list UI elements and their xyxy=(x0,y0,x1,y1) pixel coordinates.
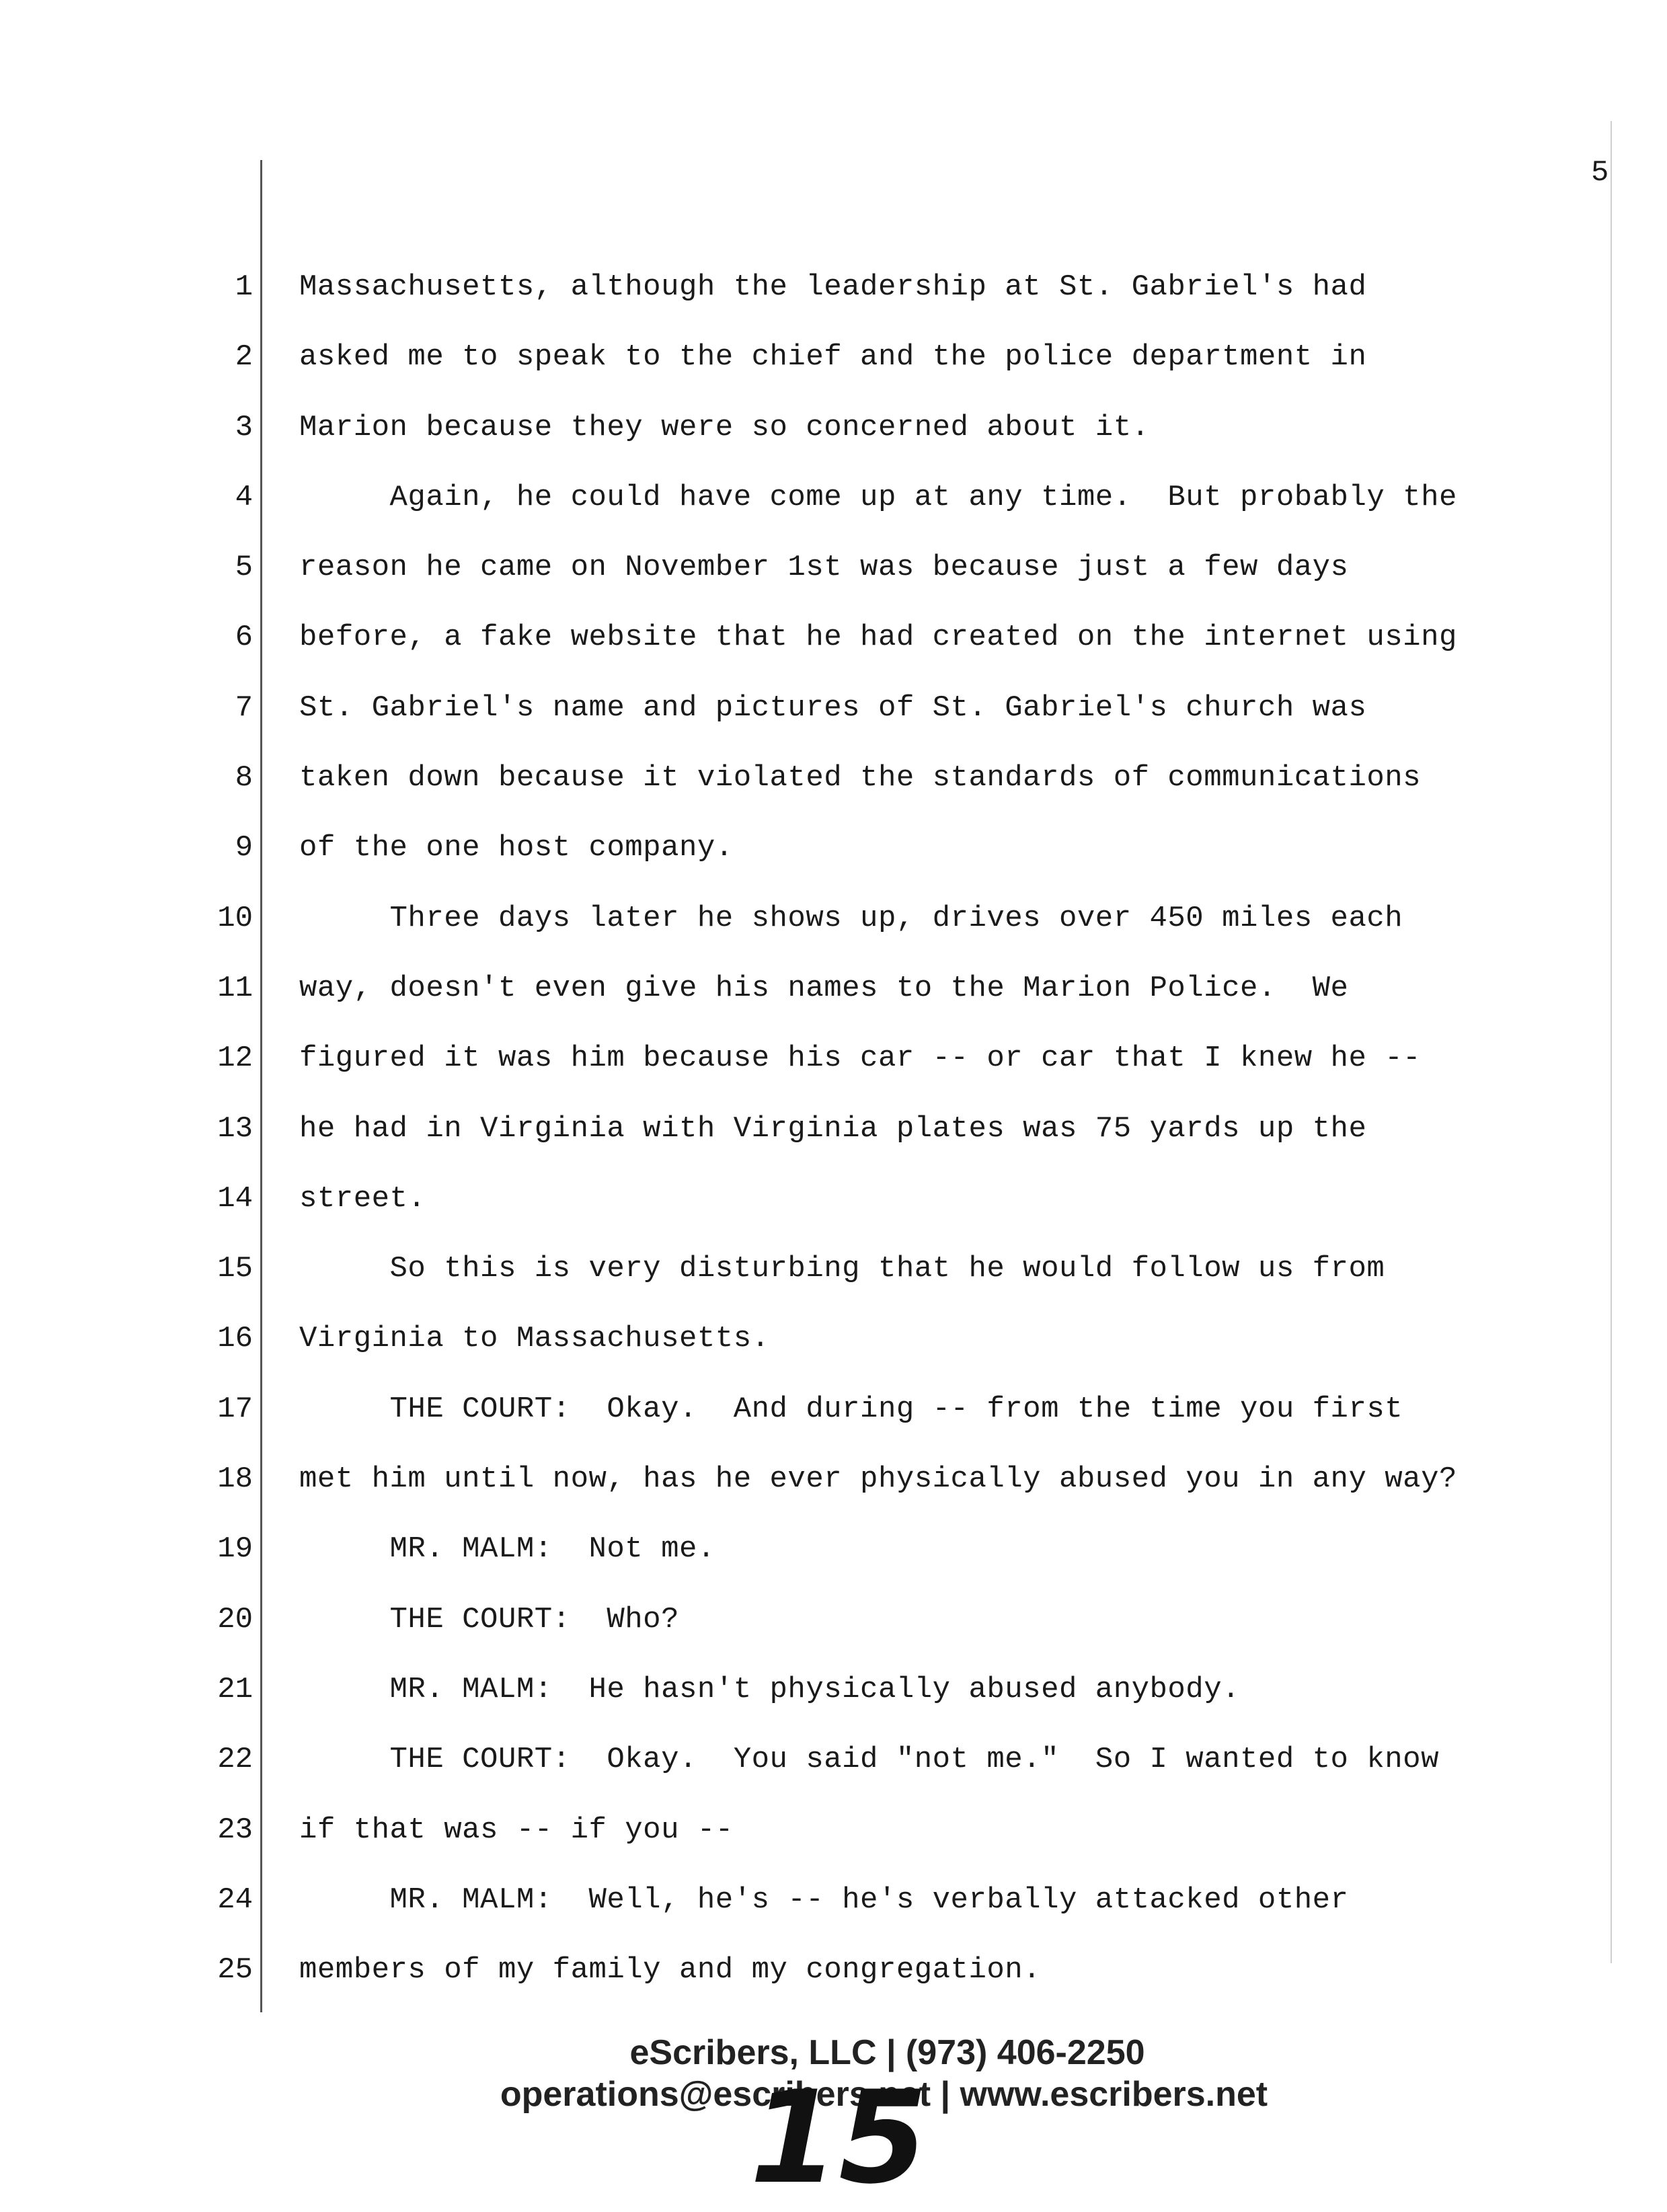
transcript-line xyxy=(0,333,1667,403)
transcript-line xyxy=(0,1386,1667,1456)
line-number: 20 xyxy=(217,1602,253,1636)
transcript-line xyxy=(0,1105,1667,1175)
transcript-line xyxy=(0,1526,1667,1595)
transcript-line xyxy=(0,895,1667,965)
line-text: Massachusetts, although the leadership at St. Gabriel's had xyxy=(299,270,1367,304)
transcript-line xyxy=(0,1245,1667,1315)
line-number: 18 xyxy=(217,1462,253,1497)
line-text: he had in Virginia with Virginia plates was 75 yards up the xyxy=(299,1111,1367,1146)
line-number: 25 xyxy=(217,1953,253,1987)
line-number: 16 xyxy=(217,1322,253,1356)
line-number: 5 xyxy=(235,551,253,585)
line-text: street. xyxy=(299,1181,426,1216)
line-text: MR. MALM: Well, he's -- he's verbally attacked other xyxy=(299,1883,1349,1917)
transcript-line xyxy=(0,1456,1667,1526)
line-text: MR. MALM: He hasn't physically abused anybody. xyxy=(299,1672,1241,1706)
transcript-line xyxy=(0,1035,1667,1105)
line-text: St. Gabriel's name and pictures of St. Gabriel's church was xyxy=(299,690,1367,725)
line-number: 3 xyxy=(235,410,253,444)
transcript-line xyxy=(0,1175,1667,1245)
line-number: 11 xyxy=(217,971,253,1005)
transcript-line xyxy=(0,965,1667,1035)
line-number: 19 xyxy=(217,1532,253,1567)
line-text: THE COURT: Who? xyxy=(299,1602,679,1636)
transcript-line xyxy=(0,1946,1667,2016)
line-number: 22 xyxy=(217,1743,253,1777)
transcript-body xyxy=(0,264,1667,2016)
line-text: Again, he could have come up at any time. But probably the xyxy=(299,480,1457,514)
transcript-line xyxy=(0,684,1667,754)
transcript-line xyxy=(0,614,1667,684)
transcript-line xyxy=(0,1736,1667,1806)
transcript-line xyxy=(0,754,1667,824)
line-number: 2 xyxy=(235,340,253,374)
footer-company-phone: eScribers, LLC | (973) 406-2250 xyxy=(629,2033,1145,2072)
transcript-line xyxy=(0,1596,1667,1666)
line-text: way, doesn't even give his names to the Marion Police. We xyxy=(299,971,1349,1005)
line-text: MR. MALM: Not me. xyxy=(299,1532,715,1567)
transcript-line xyxy=(0,264,1667,333)
transcript-line xyxy=(0,824,1667,894)
line-text: met him until now, has he ever physically abused you in any way? xyxy=(299,1462,1457,1497)
line-number: 1 xyxy=(235,270,253,304)
transcript-line xyxy=(0,1315,1667,1385)
line-text: if that was -- if you -- xyxy=(299,1813,734,1847)
transcript-line xyxy=(0,544,1667,614)
line-number: 4 xyxy=(235,480,253,514)
line-number: 15 xyxy=(217,1252,253,1286)
line-text: of the one host company. xyxy=(299,831,734,865)
line-number: 17 xyxy=(217,1392,253,1426)
transcript-line xyxy=(0,1807,1667,1877)
line-number: 12 xyxy=(217,1041,253,1076)
line-text: figured it was him because his car -- or car that I knew he -- xyxy=(299,1041,1422,1076)
line-number: 13 xyxy=(217,1111,253,1146)
line-number: 23 xyxy=(217,1813,253,1847)
line-number: 7 xyxy=(235,690,253,725)
line-text: Virginia to Massachusetts. xyxy=(299,1322,770,1356)
line-text: taken down because it violated the standards of communications xyxy=(299,761,1422,795)
transcript-line xyxy=(0,1877,1667,1946)
line-text: So this is very disturbing that he would follow us from xyxy=(299,1252,1385,1286)
line-number: 14 xyxy=(217,1181,253,1216)
line-text: Marion because they were so concerned about it. xyxy=(299,410,1150,444)
line-number: 24 xyxy=(217,1883,253,1917)
transcript-line xyxy=(0,1666,1667,1736)
footer-email-website: operations@escribers.net | www.escribers.net xyxy=(500,2075,1268,2114)
line-text: THE COURT: Okay. And during -- from the time you first xyxy=(299,1392,1403,1426)
line-text: Three days later he shows up, drives over 450 miles each xyxy=(299,901,1403,935)
line-text: reason he came on November 1st was because just a few days xyxy=(299,551,1349,585)
transcript-line xyxy=(0,474,1667,544)
line-number: 21 xyxy=(217,1672,253,1706)
line-text: members of my family and my congregation. xyxy=(299,1953,1042,1987)
line-text: asked me to speak to the chief and the police department in xyxy=(299,340,1367,374)
handwritten-page-mark: 15 xyxy=(750,2063,928,2212)
line-text: THE COURT: Okay. You said "not me." So I wanted to know xyxy=(299,1743,1439,1777)
page-number: 5 xyxy=(1591,156,1609,190)
line-number: 10 xyxy=(217,901,253,935)
line-number: 6 xyxy=(235,621,253,655)
line-number: 8 xyxy=(235,761,253,795)
line-text: before, a fake website that he had created on the internet using xyxy=(299,621,1457,655)
transcript-line xyxy=(0,404,1667,474)
line-number: 9 xyxy=(235,831,253,865)
